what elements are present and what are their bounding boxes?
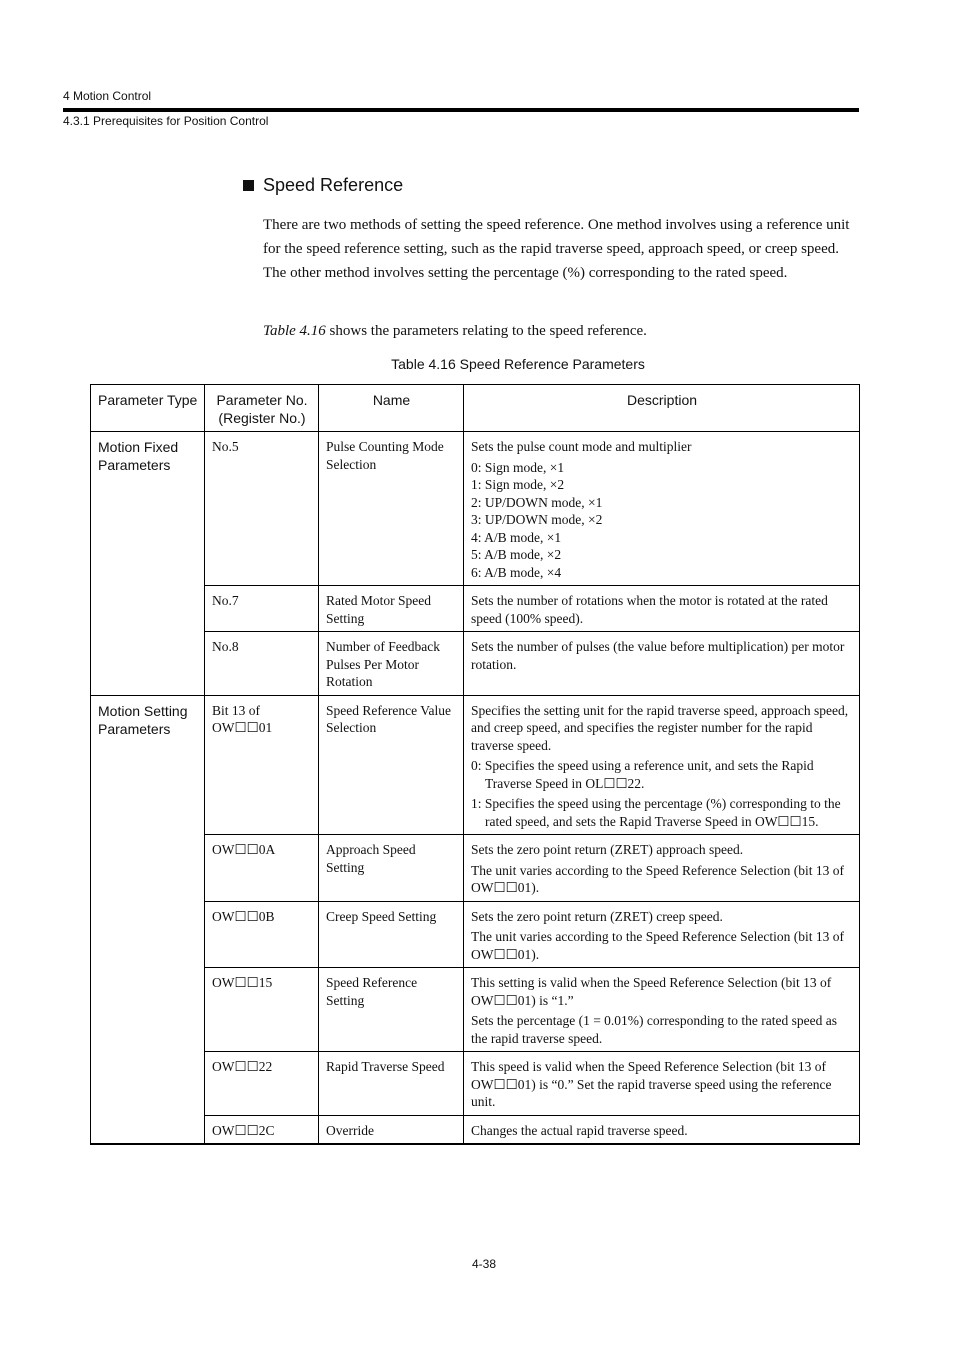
param-desc bbox=[464, 432, 860, 586]
table-row bbox=[91, 586, 860, 632]
table-row bbox=[91, 695, 860, 835]
param-name: Creep Speed Setting bbox=[319, 901, 464, 968]
table-reference-paragraph bbox=[263, 319, 859, 343]
header-parameter-type: Parameter Type bbox=[91, 385, 205, 432]
param-no: Bit 13 of OW☐☐01 bbox=[205, 695, 319, 835]
header-name: Name bbox=[319, 385, 464, 432]
param-desc bbox=[464, 695, 860, 835]
table-row bbox=[91, 901, 860, 968]
table-row bbox=[91, 968, 860, 1052]
desc-line: Sets the number of rotations when the motor is rotated at the rated speed (100% speed). bbox=[471, 593, 828, 626]
desc-line: 1: Specifies the speed using the percentage (%) corresponding to the rated speed, and sets the Rapid Traverse Speed in OW☐☐15. bbox=[471, 796, 841, 829]
desc-line: This setting is valid when the Speed Reference Selection (bit 13 of OW☐☐01) is “1.” bbox=[471, 975, 832, 1008]
intro-paragraph: There are two methods of setting the speed reference. One method involves using a reference unit for the speed reference setting, such as the rapid traverse speed, approach speed, or creep speed. The other method involves setting the percentage (%) corresponding to the rated speed. bbox=[263, 217, 850, 281]
param-desc bbox=[464, 586, 860, 632]
section-title-text: Speed Reference bbox=[263, 175, 404, 195]
param-desc bbox=[464, 835, 860, 902]
param-no: OW☐☐0A bbox=[205, 835, 319, 902]
desc-line: 1: Sign mode, ×2 bbox=[471, 477, 565, 492]
table-row bbox=[91, 432, 860, 586]
desc-line: 5: A/B mode, ×2 bbox=[471, 547, 562, 562]
param-no: OW☐☐15 bbox=[205, 968, 319, 1052]
param-name: Pulse Counting Mode Selection bbox=[319, 432, 464, 586]
section-title bbox=[243, 175, 403, 196]
table-ref-link: Table 4.16 bbox=[263, 323, 326, 339]
param-no: OW☐☐0B bbox=[205, 901, 319, 968]
desc-line: The unit varies according to the Speed Reference Selection (bit 13 of OW☐☐01). bbox=[471, 862, 844, 895]
table-ref-text: shows the parameters relating to the speed reference. bbox=[325, 323, 647, 339]
chapter-header: 4 Motion Control bbox=[63, 89, 152, 103]
desc-line: 0: Sign mode, ×1 bbox=[471, 459, 565, 475]
param-no: OW☐☐2C bbox=[205, 1115, 319, 1144]
desc-line: This speed is valid when the Speed Reference Selection (bit 13 of OW☐☐01) is “0.” Set the rapid traverse speed using the reference unit. bbox=[471, 1059, 832, 1109]
speed-reference-table bbox=[90, 384, 860, 1145]
param-no: No.8 bbox=[205, 632, 319, 696]
desc-line: 4: A/B mode, ×1 bbox=[471, 529, 562, 545]
param-no: No.5 bbox=[205, 432, 319, 586]
param-no: No.7 bbox=[205, 586, 319, 632]
table-row bbox=[91, 1052, 860, 1116]
desc-line: Sets the zero point return (ZRET) approach speed. bbox=[471, 842, 744, 857]
param-desc bbox=[464, 632, 860, 696]
table-caption-text: Table 4.16 Speed Reference Parameters bbox=[391, 356, 645, 372]
table-header-row bbox=[91, 385, 860, 432]
param-name: Number of Feedback Pulses Per Motor Rotation bbox=[319, 632, 464, 696]
group-motion-fixed: Motion Fixed Parameters bbox=[91, 432, 205, 696]
param-desc bbox=[464, 1052, 860, 1116]
param-desc bbox=[464, 1115, 860, 1144]
table-row bbox=[91, 835, 860, 902]
param-name: Rapid Traverse Speed bbox=[319, 1052, 464, 1116]
desc-line: Sets the percentage (1 = 0.01%) corresponding to the rated speed as the rapid traverse speed. bbox=[471, 1013, 837, 1046]
desc-line: Specifies the setting unit for the rapid traverse speed, approach speed, and creep speed, and specifies the register number for the rapid traverse speed. bbox=[471, 702, 849, 753]
desc-line: Sets the number of pulses (the value before multiplication) per motor rotation. bbox=[471, 639, 845, 672]
group-motion-setting: Motion Setting Parameters bbox=[91, 695, 205, 1144]
header-description: Description bbox=[464, 385, 860, 432]
desc-line: 3: UP/DOWN mode, ×2 bbox=[471, 512, 603, 527]
table-row bbox=[91, 632, 860, 696]
desc-line: 6: A/B mode, ×4 bbox=[471, 564, 562, 580]
header-parameter-no: Parameter No. (Register No.) bbox=[205, 385, 319, 432]
square-bullet-icon bbox=[243, 180, 254, 191]
param-name: Override bbox=[319, 1115, 464, 1144]
param-name: Speed Reference Setting bbox=[319, 968, 464, 1052]
param-name: Rated Motor Speed Setting bbox=[319, 586, 464, 632]
desc-line: Changes the actual rapid traverse speed. bbox=[471, 1122, 688, 1138]
page-number-text: 4-38 bbox=[471, 1257, 497, 1271]
page-number bbox=[0, 1257, 954, 1271]
param-name: Speed Reference Value Selection bbox=[319, 695, 464, 835]
table-row bbox=[91, 1115, 860, 1144]
desc-line: 2: UP/DOWN mode, ×1 bbox=[471, 494, 603, 510]
desc-line: The unit varies according to the Speed Reference Selection (bit 13 of OW☐☐01). bbox=[471, 929, 844, 962]
param-desc bbox=[464, 901, 860, 968]
section-header: 4.3.1 Prerequisites for Position Control bbox=[63, 114, 269, 128]
param-desc bbox=[464, 968, 860, 1052]
desc-line: Sets the pulse count mode and multiplier bbox=[471, 439, 692, 454]
param-no: OW☐☐22 bbox=[205, 1052, 319, 1116]
header-rule bbox=[63, 108, 859, 112]
table-caption bbox=[0, 356, 954, 372]
desc-line: 0: Specifies the speed using a reference unit, and sets the Rapid Traverse Speed in OL☐☐22. bbox=[471, 758, 814, 791]
desc-line: Sets the zero point return (ZRET) creep speed. bbox=[471, 908, 723, 924]
param-name: Approach Speed Setting bbox=[319, 835, 464, 902]
